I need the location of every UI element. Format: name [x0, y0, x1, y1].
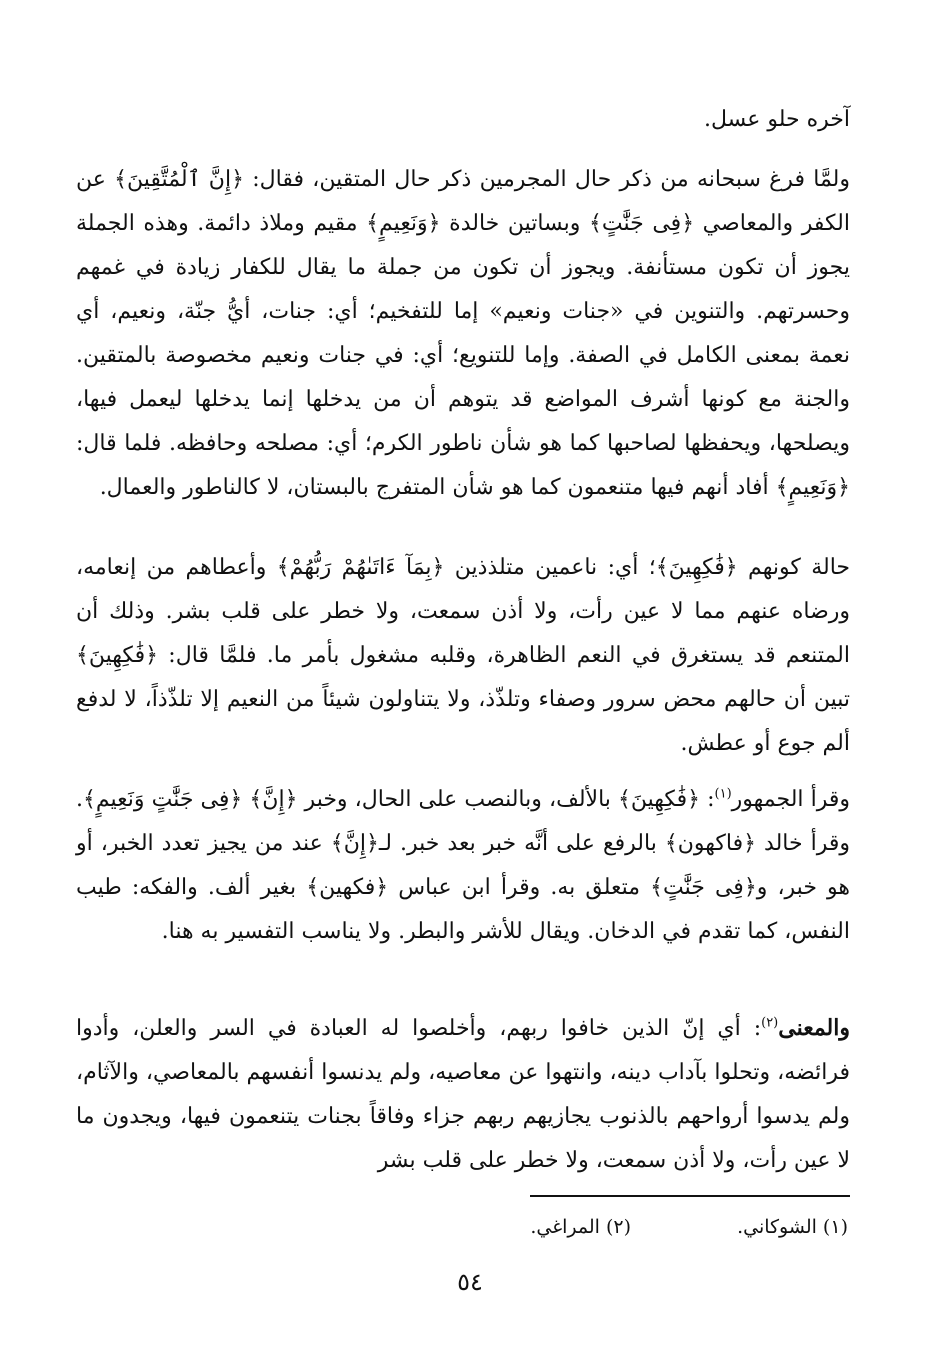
paragraph-2: [76, 158, 850, 510]
paragraph-4-text: : ﴿فَٰكِهِينَ﴾ بالألف، وبالنصب على الحال، وخبر ﴿إِنَّ﴾ ﴿فِى جَنَّٰتٍ وَنَعِيمٍ﴾. وقرأ خالد ﴿فاكهون﴾ بالرفع على أنَّه خبر بعد خبر. لـ﴿إِنَّ﴾ عند من يجيز تعدد الخبر، أو هو خبر، و﴿فِى جَنَّٰتٍ﴾ متعلق به. وقرأ ابن عباس ﴿فكهين﴾ بغير ألف. والفكه: طيب النفس، كما تقدم في الدخان. ويقال للأشر والبطر. ولا يناسب التفسير به هنا.: [76, 787, 850, 944]
footnote-divider: [530, 1195, 850, 1197]
footnotes: [300, 1212, 848, 1242]
paragraph-5-bold-lead: والمعنى: [778, 1015, 850, 1041]
page-number: ٥٤: [457, 1268, 483, 1296]
footnote-ref-2: (٢): [761, 1015, 779, 1031]
footnote-2: (٢) المراغي.: [530, 1216, 632, 1238]
footnote-1: (١) الشوكاني.: [737, 1216, 848, 1238]
paragraph-5: [76, 1006, 850, 1183]
paragraph-3: [76, 546, 850, 766]
paragraph-2-text: ولمَّا فرغ سبحانه من ذكر حال المجرمين ذكر حال المتقين، فقال: ﴿إِنَّ ٱلْمُتَّقِينَ﴾ عن الكفر والمعاصي ﴿فِى جَنَّٰتٍ﴾ وبساتين خالدة ﴿وَنَعِيمٍ﴾ مقيم وملاذ دائمة. وهذه الجملة يجوز أن تكون مستأنفة. ويجوز أن تكون من جملة ما يقال للكفار زيادة في غمهم وحسرتهم. والتنوين في «جنات ونعيم» إما للتفخيم؛ أي: جنات، أيُّ جنّة، ونعيم، أي نعمة بمعنى الكامل في الصفة. وإما للتنويع؛ أي: في جنات ونعيم مخصوصة بالمتقين. والجنة مع كونها أشرف المواضع قد يتوهم أن من يدخلها إنما يدخلها ليعمل فيها، ويصلحها، ويحفظها لصاحبها كما هو شأن ناطور الكرم؛ أي: مصلحه وحافظه. فلما قال: ﴿وَنَعِيمٍ﴾ أفاد أنهم فيها متنعمون كما هو شأن المتفرج بالبستان، لا كالناطور والعمال.: [76, 167, 850, 500]
paragraph-4: [76, 778, 850, 954]
paragraph-1-text: آخره حلو عسل.: [703, 107, 850, 132]
paragraph-5-text: : أي إنّ الذين خافوا ربهم، وأخلصوا له العبادة في السر والعلن، وأدوا فرائضه، وتحلوا بآداب دينه، وانتهوا عن معاصيه، ولم يدنسوا أنفسهم بالمعاصي، والآثام، ولم يدسوا أرواحهم بالذنوب يجازيهم ربهم جزاء وفاقاً بجنات يتنعمون فيها، ويجدون ما لا عين رأت، ولا أذن سمعت، ولا خطر على قلب بشر: [76, 1016, 850, 1173]
footnote-ref-1: (١): [714, 786, 732, 802]
paragraph-1: [76, 98, 850, 142]
paragraph-4-lead-text: وقرأ الجمهور: [731, 787, 851, 812]
paragraph-3-text: حالة كونهم ﴿فَٰكِهِينَ﴾؛ أي: ناعمين متلذذين ﴿بِمَآ ءَاتَىٰهُمْ رَبُّهُمْ﴾ وأعطاهم من إنعامه، ورضاه عنهم مما لا عين رأت، ولا أذن سمعت، ولا خطر على قلب بشر. وذلك أن المتنعم قد يستغرق في النعم الظاهرة، وقلبه مشغول بأمر ما. فلمَّا قال: ﴿فَٰكِهِينَ﴾ تبين أن حالهم محض سرور وصفاء وتلذّذ، ولا يتناولون شيئاً من النعيم إلا تلذّذاً، لا لدفع ألم جوع أو عطش.: [76, 555, 850, 756]
